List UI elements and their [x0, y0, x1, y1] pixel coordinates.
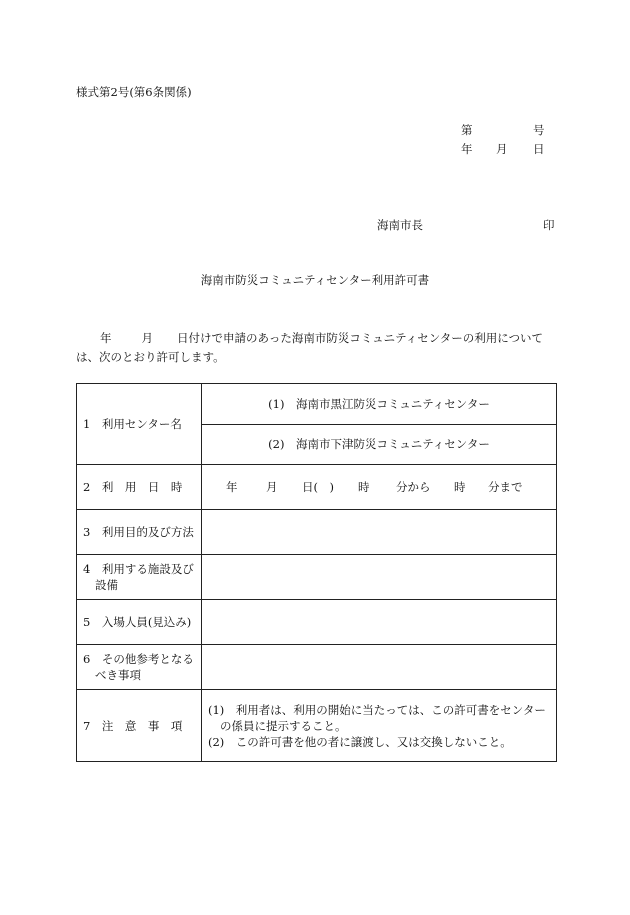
statement-year: 年: [100, 331, 112, 345]
datetime-day: 日( ): [302, 479, 334, 494]
datetime-year: 年: [226, 479, 238, 494]
other-value-cell[interactable]: [202, 645, 557, 690]
table-row: [77, 600, 557, 645]
purpose-value-cell[interactable]: [202, 510, 557, 555]
permit-table: [76, 383, 557, 762]
facility-value-cell[interactable]: [202, 555, 557, 600]
document-title: 海南市防災コミュニティセンター利用許可書: [200, 273, 430, 287]
attendees-label: 5 入場人員(見込み): [83, 615, 192, 629]
issuer-name: 海南市長: [377, 218, 423, 232]
table-row: [77, 645, 557, 690]
center-label: 1 利用センター名: [83, 417, 182, 431]
other-label-cell: [77, 645, 202, 690]
datetime-start-minute: 分から: [396, 479, 431, 494]
permit-number-suffix: 号: [533, 123, 545, 137]
table-row: [77, 384, 557, 425]
datetime-label-cell: [77, 465, 202, 510]
facility-label: 4 利用する施設及び設備: [83, 562, 194, 592]
statement-text: 日付けで申請のあった海南市防災コミュニティセンターの利用については、次のとおり許可します。: [76, 331, 544, 364]
facility-label-cell: [77, 555, 202, 600]
center-option-2: (2) 海南市下津防災コミュニティセンター: [202, 425, 557, 465]
center-option-1: (1) 海南市黒江防災コミュニティセンター: [202, 384, 557, 425]
permit-number-prefix: 第: [461, 123, 473, 137]
table-row: [77, 555, 557, 600]
issue-date-month: 月: [496, 142, 508, 156]
note-item-2: (2) この許可書を他の者に譲渡し、又は交換しないこと。: [208, 734, 512, 749]
other-label: 6 その他参考となるべき事項: [83, 652, 194, 682]
table-row: [77, 690, 557, 762]
statement-month: 月: [141, 331, 153, 345]
form-number: 様式第2号(第6条関係): [76, 85, 192, 99]
attendees-label-cell: [77, 600, 202, 645]
datetime-start-hour: 時: [358, 479, 370, 494]
datetime-value-cell: [202, 465, 557, 510]
notes-label: 7 注 意 事 項: [83, 718, 183, 733]
table-row: [77, 465, 557, 510]
datetime-end-minute: 分まで: [488, 479, 523, 494]
permit-statement: [76, 329, 557, 367]
attendees-value-cell[interactable]: [202, 600, 557, 645]
note-item-1: (1) 利用者は、利用の開始に当たっては、この許可書をセンターの係員に提示すること。: [208, 702, 546, 733]
center-label-cell: [77, 384, 202, 465]
issue-date-day: 日: [533, 142, 545, 156]
table-row: [77, 510, 557, 555]
issue-date-year: 年: [461, 142, 473, 156]
datetime-month: 月: [266, 479, 278, 494]
datetime-end-hour: 時: [454, 479, 466, 494]
purpose-label: 3 利用目的及び方法: [83, 525, 194, 539]
purpose-label-cell: [77, 510, 202, 555]
notes-value-cell: [202, 690, 557, 762]
notes-label-cell: [77, 690, 202, 762]
seal-mark: 印: [543, 218, 555, 232]
datetime-label: 2 利 用 日 時: [83, 480, 183, 494]
